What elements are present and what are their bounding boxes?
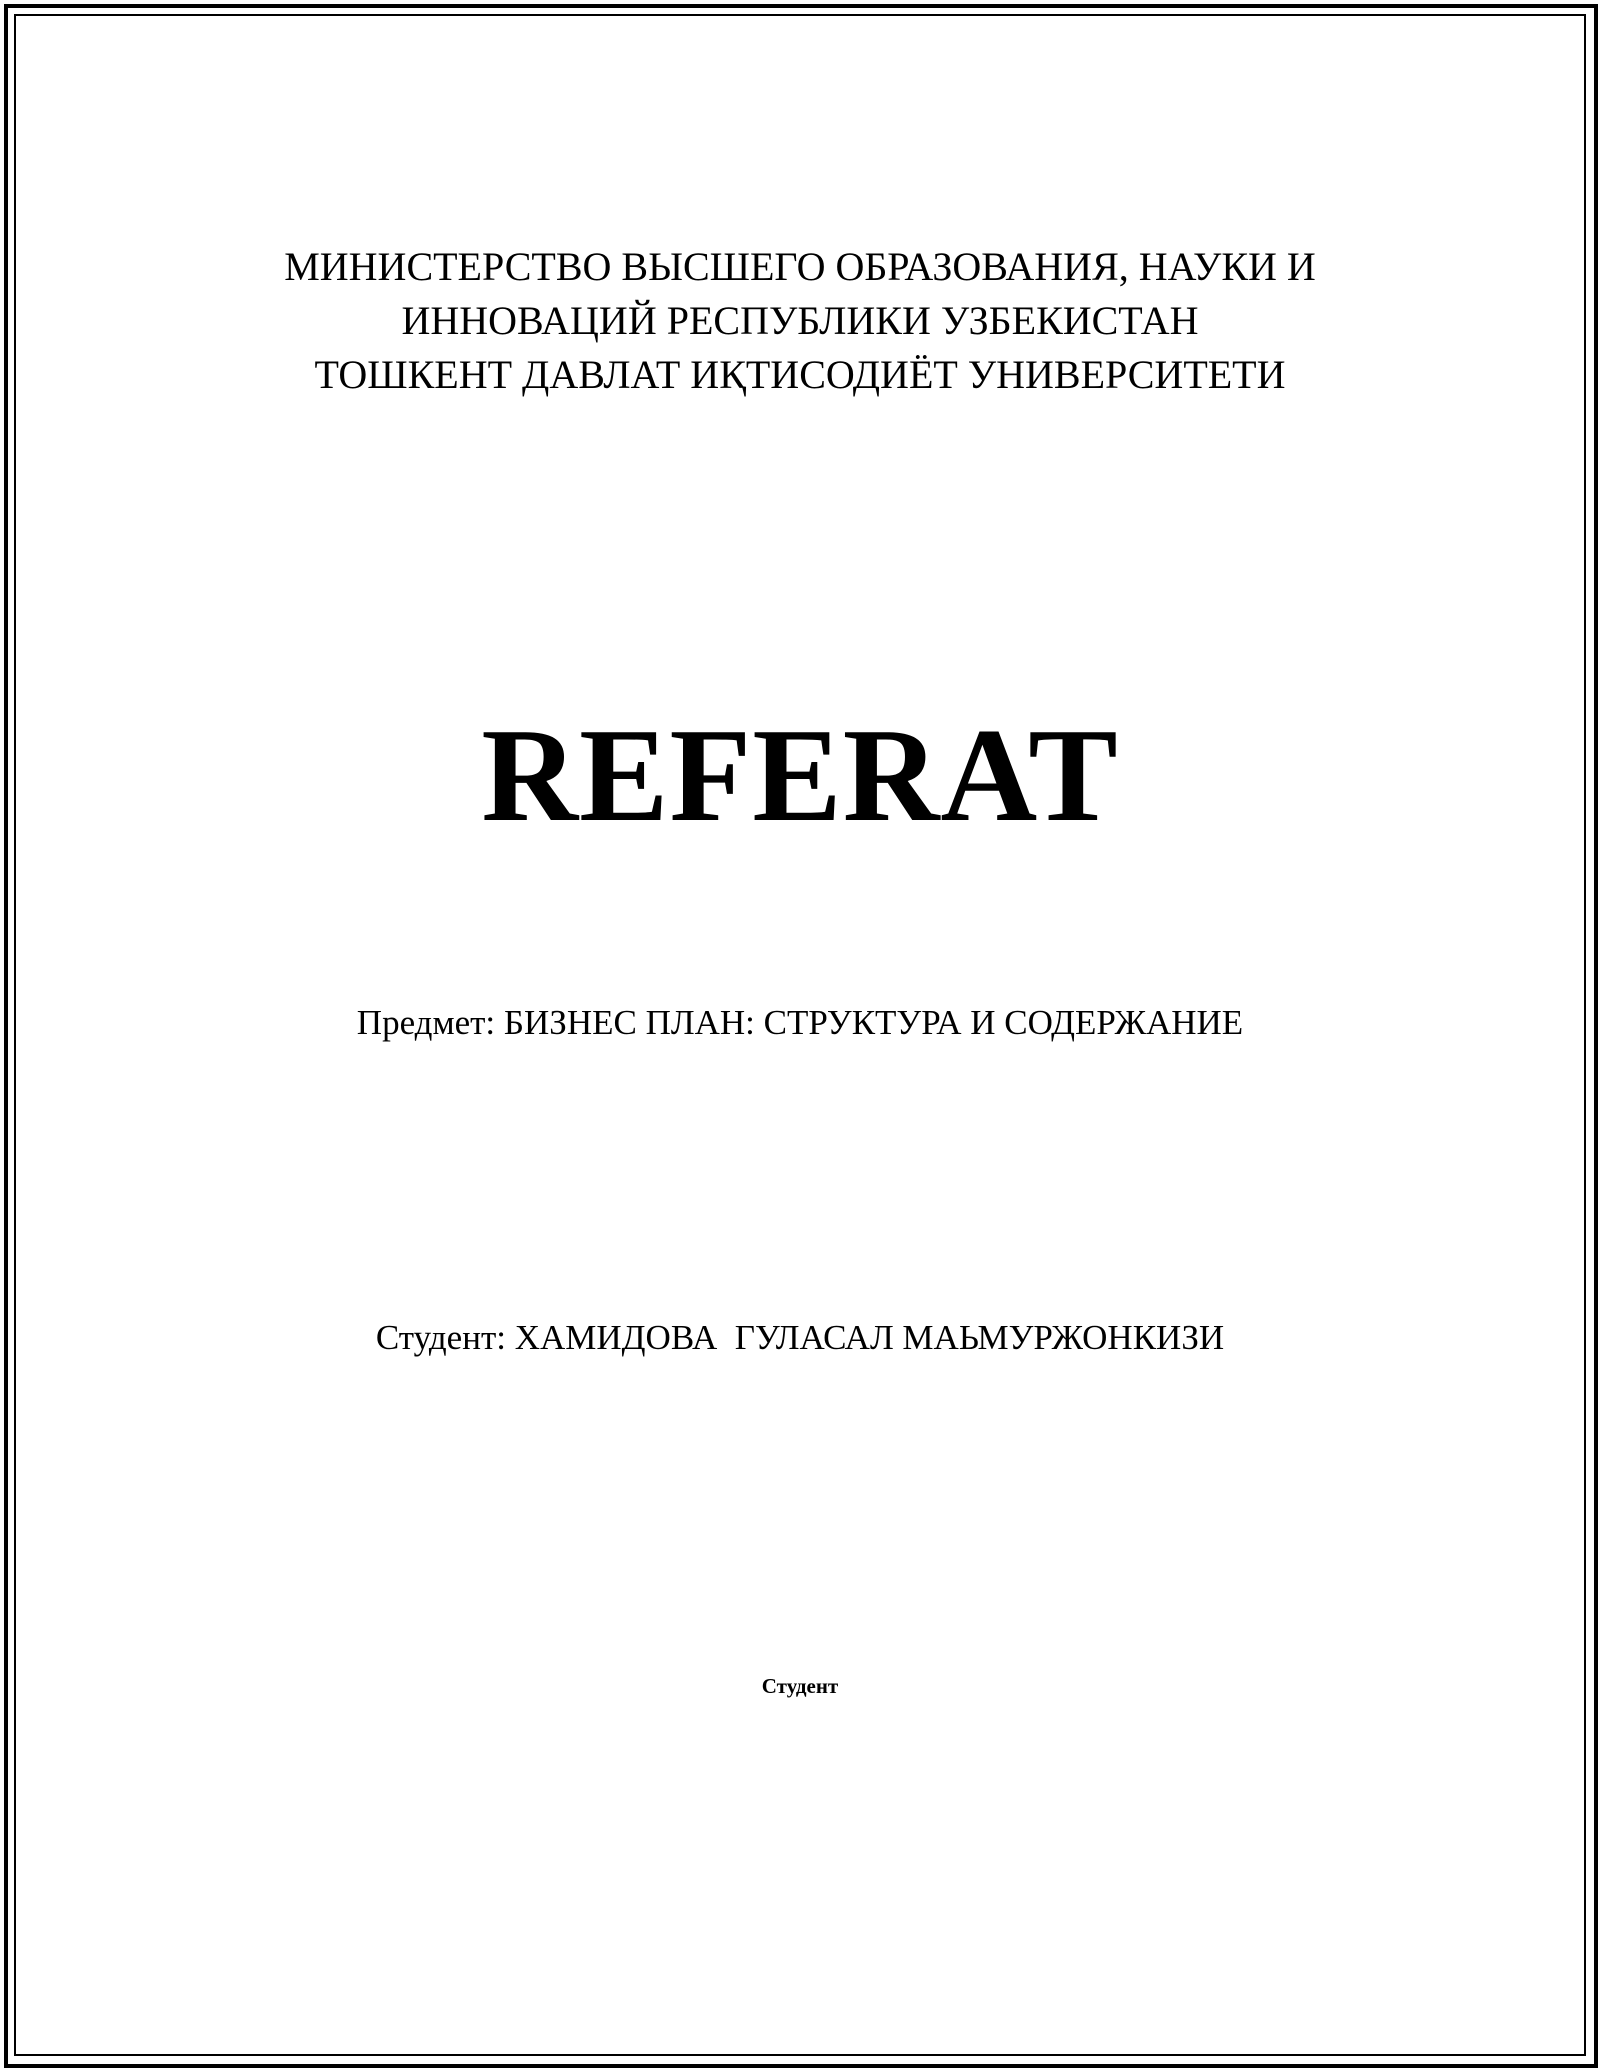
header-line-republic: ИННОВАЦИЙ РЕСПУБЛИКИ УЗБЕКИСТАН [401,298,1199,343]
subject-value: БИЗНЕС ПЛАН: СТРУКТУРА И СОДЕРЖАНИЕ [503,1003,1244,1042]
subject-line [0,1000,1600,1046]
subject-label: Предмет: [356,1003,504,1042]
signature-caption: Студент [761,1674,839,1698]
student-label: Студент: [375,1318,515,1357]
student-line [0,1315,1600,1361]
document-title: REFERAT [481,701,1119,849]
header-line-university: ТОШКЕНТ ДАВЛАТ ИҚТИСОДИЁТ УНИВЕРСИТЕТИ [314,352,1286,397]
header-line-ministry: МИНИСТЕРСТВО ВЫСШЕГО ОБРАЗОВАНИЯ, НАУКИ И [284,244,1316,289]
student-name: ХАМИДОВА ГУЛАСАЛ МАЬМУРЖОНКИЗИ [514,1318,1225,1357]
institution-header [0,240,1600,402]
